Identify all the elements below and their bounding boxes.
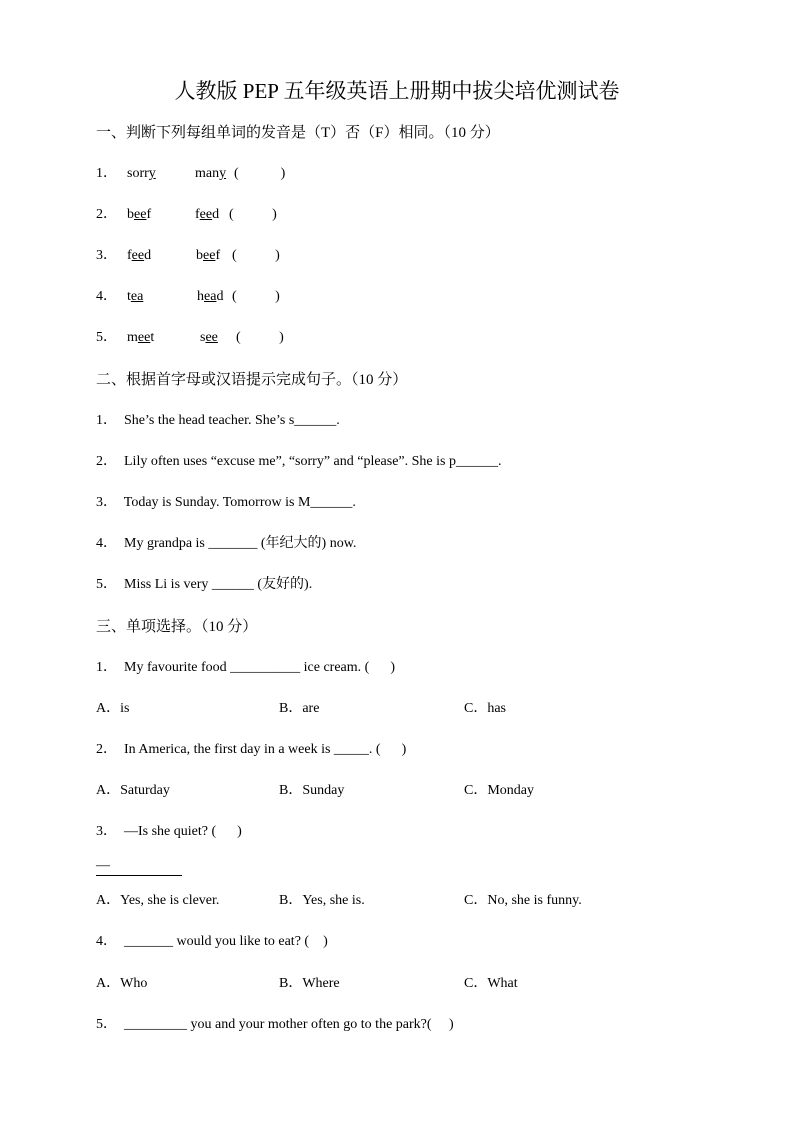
page-title: 人教版 PEP 五年级英语上册期中拔尖培优测试卷 — [174, 79, 620, 103]
option-a: A．is — [96, 701, 130, 716]
section-2-item: 3． Today is Sunday. Tomorrow is M______. — [96, 495, 356, 510]
answer-paren: ( ) — [229, 207, 277, 222]
option-c: C．No, she is funny. — [464, 893, 582, 908]
word-1: meet — [127, 330, 155, 345]
section-2-item: 2． Lily often uses “excuse me”, “sorry” and “please”. She is p______. — [96, 454, 502, 469]
word-1: sorry — [127, 166, 156, 181]
item-number: 4． — [96, 289, 117, 304]
option-b: B．Yes, she is. — [279, 893, 365, 908]
word-2: feed — [195, 207, 220, 222]
section-2-item: 1． She’s the head teacher. She’s s______. — [96, 413, 340, 428]
word-1: feed — [127, 248, 152, 263]
answer-blank-line — [96, 875, 182, 876]
section-1-heading: 一、判断下列每组单词的发音是（T）否（F）相同。（10 分） — [96, 125, 500, 141]
question-stem: 5． _________ you and your mother often go to the park?( ) — [96, 1017, 454, 1032]
option-a: A．Yes, she is clever. — [96, 893, 220, 908]
option-c: C．What — [464, 976, 518, 991]
option-c: C．Monday — [464, 783, 534, 798]
question-stem: 1． My favourite food __________ ice cream. ( ) — [96, 660, 395, 675]
section-2-item: 5． Miss Li is very ______ (友好的). — [96, 577, 313, 592]
question-stem: 2． In America, the first day in a week is _____. ( ) — [96, 742, 407, 757]
answer-paren: ( ) — [232, 289, 280, 304]
option-a: A．Saturday — [96, 783, 170, 798]
item-number: 1． — [96, 166, 117, 181]
answer-paren: ( ) — [234, 166, 286, 181]
word-2: see — [200, 330, 218, 345]
word-2: head — [197, 289, 224, 304]
section-2-item: 4． My grandpa is _______ (年纪大的) now. — [96, 536, 357, 551]
option-b: B．Sunday — [279, 783, 345, 798]
answer-paren: ( ) — [232, 248, 280, 263]
word-2: many — [195, 166, 227, 181]
word-1: beef — [127, 207, 152, 222]
item-number: 5． — [96, 330, 117, 345]
answer-paren: ( ) — [236, 330, 284, 345]
item-number: 3． — [96, 248, 117, 263]
word-1: tea — [127, 289, 144, 304]
question-stem: 4． _______ would you like to eat? ( ) — [96, 934, 328, 949]
word-2: beef — [196, 248, 221, 263]
option-a: A．Who — [96, 976, 148, 991]
question-stem: 3． —Is she quiet? ( ) — [96, 824, 242, 839]
section-3-heading: 三、单项选择。（10 分） — [96, 619, 258, 635]
item-number: 2． — [96, 207, 117, 222]
section-2-heading: 二、根据首字母或汉语提示完成句子。（10 分） — [96, 372, 408, 388]
option-b: B．are — [279, 701, 320, 716]
option-b: B．Where — [279, 976, 340, 991]
answer-dash: — — [96, 858, 110, 873]
option-c: C．has — [464, 701, 506, 716]
